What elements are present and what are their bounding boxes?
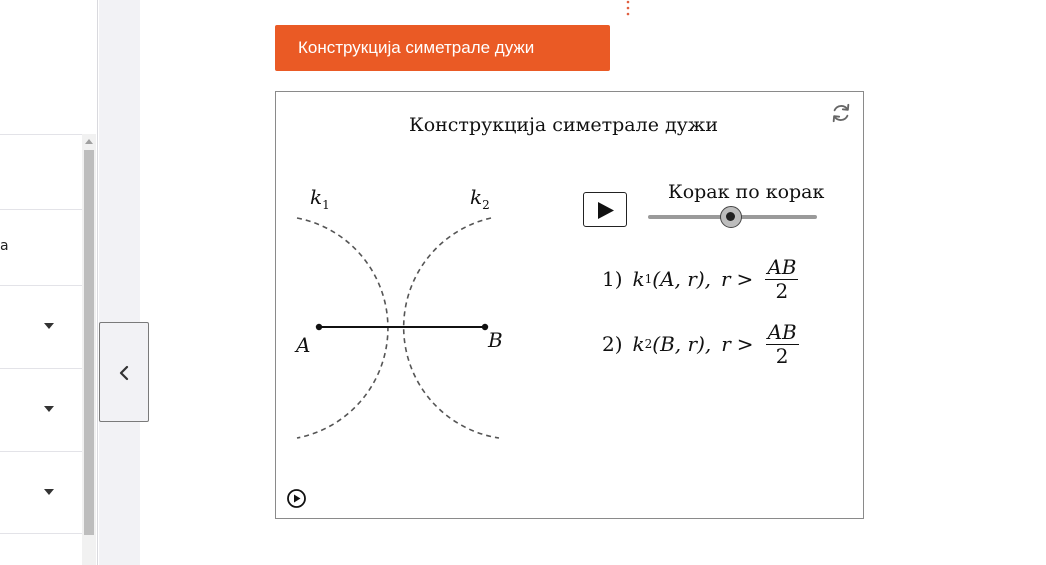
caret-down-icon[interactable]: [44, 489, 54, 495]
chevron-left-icon: [118, 365, 130, 381]
sidebar: [0, 0, 98, 565]
fraction: $\frac{AB}{2}$: [767, 320, 797, 368]
label-k2: $k_2$: [470, 185, 490, 212]
play-icon: [597, 201, 615, 220]
separator-dots: [626, 0, 630, 16]
step-slider-knob[interactable]: [720, 206, 742, 228]
sidebar-row-3[interactable]: [0, 286, 82, 369]
sidebar-scrollbar[interactable]: [82, 134, 96, 565]
sidebar-row-5[interactable]: [0, 452, 82, 534]
sidebar-row-text: а: [0, 238, 9, 254]
step-1: 1) k 1 (A, r), r > $\frac{AB}{2}$: [602, 255, 797, 303]
construction-canvas[interactable]: [276, 92, 863, 518]
refresh-icon[interactable]: [830, 102, 852, 124]
fraction: $\frac{AB}{2}$: [767, 255, 797, 303]
play-circle-icon[interactable]: [286, 488, 307, 509]
point-a: [316, 324, 322, 330]
sidebar-row-1[interactable]: [0, 135, 82, 210]
caret-down-icon[interactable]: [44, 406, 54, 412]
caret-down-icon[interactable]: [44, 323, 54, 329]
sidebar-row-4[interactable]: [0, 369, 82, 452]
step-2: 2) k 2 (B, r), r > $\frac{AB}{2}$: [602, 320, 797, 368]
sidebar-row-2[interactable]: [0, 210, 82, 286]
scrollbar-thumb[interactable]: [84, 150, 94, 535]
scroll-up-arrow-icon[interactable]: [85, 139, 93, 144]
construction-title-button[interactable]: Конструкција симетрале дужи: [275, 25, 610, 71]
slider-caption: Корак по корак: [668, 181, 825, 203]
label-b: B: [488, 328, 503, 352]
play-button[interactable]: [583, 192, 627, 227]
collapse-sidebar-button[interactable]: [99, 322, 149, 422]
label-k1: $k_1$: [310, 185, 330, 212]
sidebar-gutter: [99, 0, 140, 565]
geometry-applet[interactable]: [275, 91, 864, 519]
label-a: A: [296, 333, 311, 357]
applet-title: Конструкција симетрале дужи: [408, 114, 719, 136]
